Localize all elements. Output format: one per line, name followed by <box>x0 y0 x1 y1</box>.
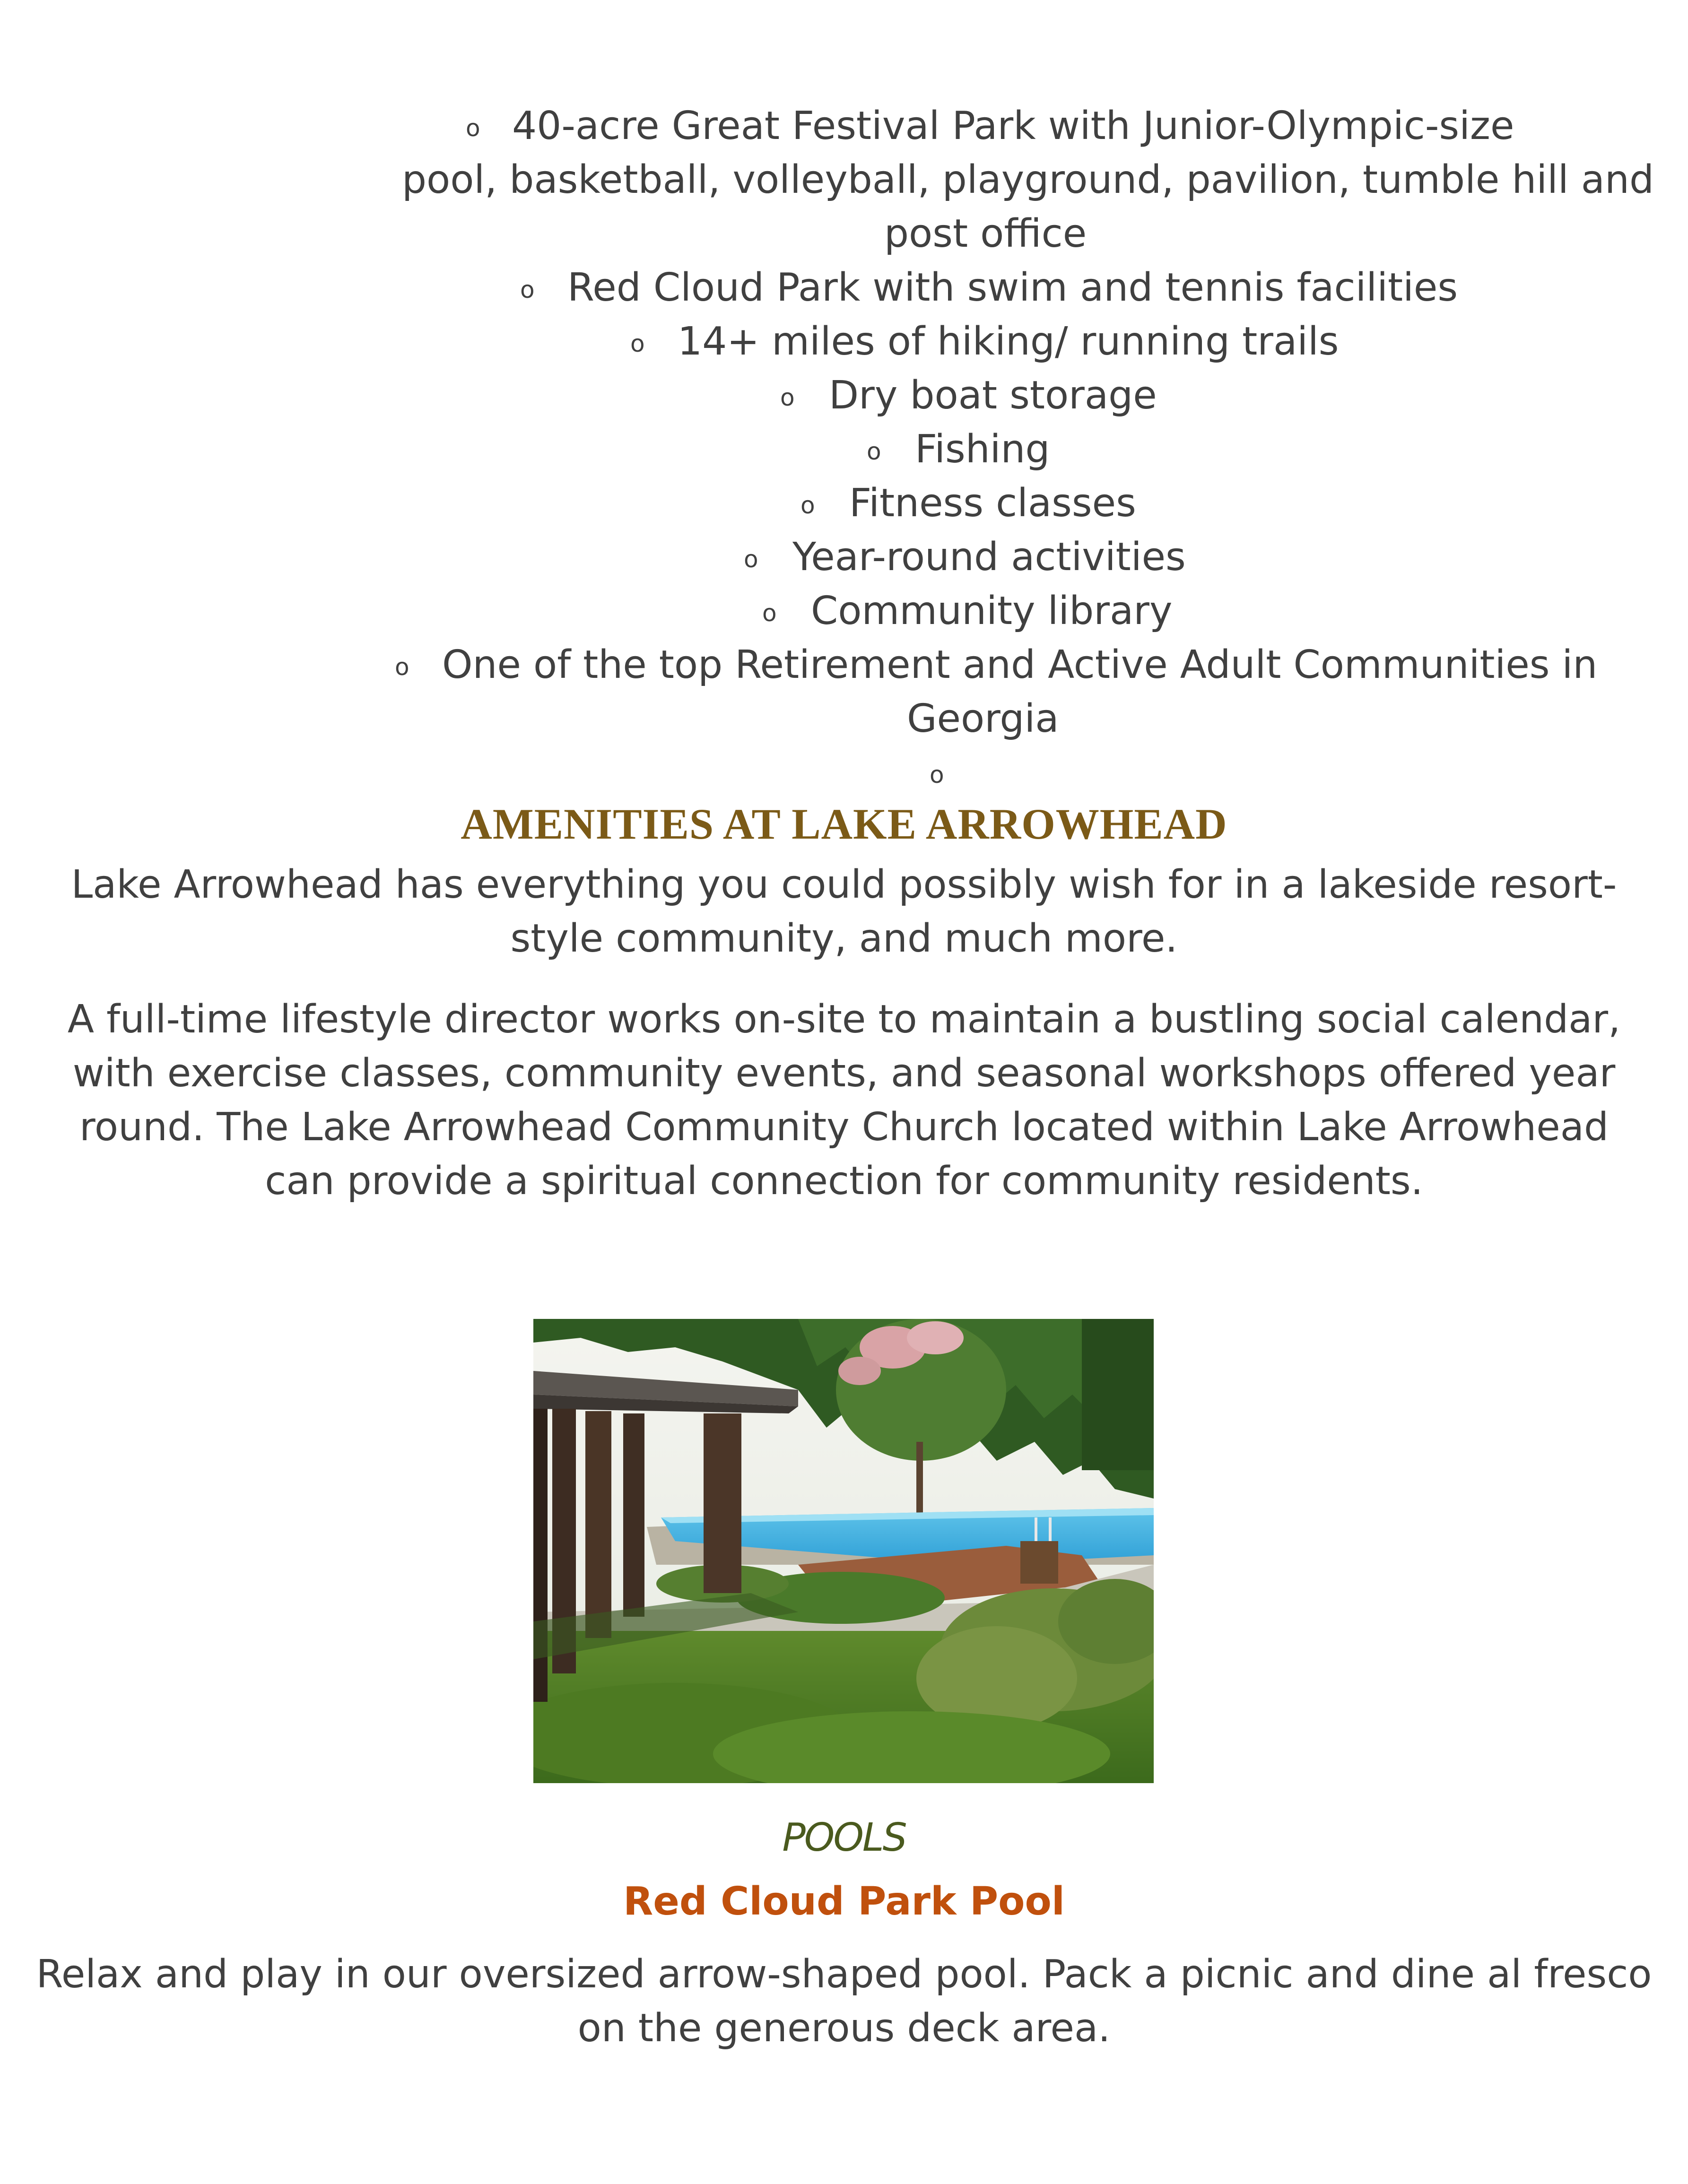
list-bullet: o <box>744 546 758 573</box>
list-bullet: o <box>780 384 795 411</box>
list-bullet: o <box>800 492 815 519</box>
list-bullet: o <box>395 653 409 681</box>
section-heading: AMENITIES AT LAKE ARROWHEAD <box>461 800 1227 848</box>
body-line: round. The Lake Arrowhead Community Church located within Lake Arrowhead <box>79 1105 1609 1150</box>
pool-photo <box>533 1319 1154 1783</box>
pool-subheading: Red Cloud Park Pool <box>623 1879 1065 1924</box>
list-item: Fishing <box>915 427 1050 472</box>
list-bullet: o <box>630 330 645 357</box>
list-bullet: o <box>466 114 480 142</box>
list-item: Red Cloud Park with swim and tennis facilities <box>567 265 1458 310</box>
list-item-continuation: post office <box>884 211 1087 256</box>
list-item: Community library <box>811 589 1173 633</box>
list-item-continuation: Georgia <box>907 696 1059 741</box>
list-bullet: o <box>520 276 535 303</box>
photo-caption: POOLS <box>782 1815 906 1860</box>
list-bullet: o <box>930 761 944 789</box>
body-line: can provide a spiritual connection for community residents. <box>265 1159 1423 1204</box>
list-item: One of the top Retirement and Active Adult Communities in <box>442 642 1598 687</box>
list-item: 40-acre Great Festival Park with Junior-Olympic-size <box>512 104 1514 148</box>
intro-line: Lake Arrowhead has everything you could possibly wish for in a lakeside resort- <box>71 862 1617 907</box>
pool-description-line: Relax and play in our oversized arrow-shaped pool. Pack a picnic and dine al fresco <box>36 1952 1652 1997</box>
list-item-continuation: pool, basketball, volleyball, playground, pavilion, tumble hill and <box>402 157 1654 202</box>
list-item: 14+ miles of hiking/ running trails <box>678 319 1339 364</box>
list-item: Dry boat storage <box>829 373 1157 418</box>
body-line: with exercise classes, community events, and seasonal workshops offered year <box>72 1051 1616 1096</box>
intro-line: style community, and much more. <box>510 916 1178 961</box>
pool-description-line: on the generous deck area. <box>577 2006 1111 2051</box>
list-bullet: o <box>762 599 777 627</box>
list-item: Year-round activities <box>792 535 1186 580</box>
body-line: A full-time lifestyle director works on-site to maintain a bustling social calendar, <box>67 997 1621 1042</box>
list-bullet: o <box>867 438 881 465</box>
list-item: Fitness classes <box>849 481 1136 526</box>
